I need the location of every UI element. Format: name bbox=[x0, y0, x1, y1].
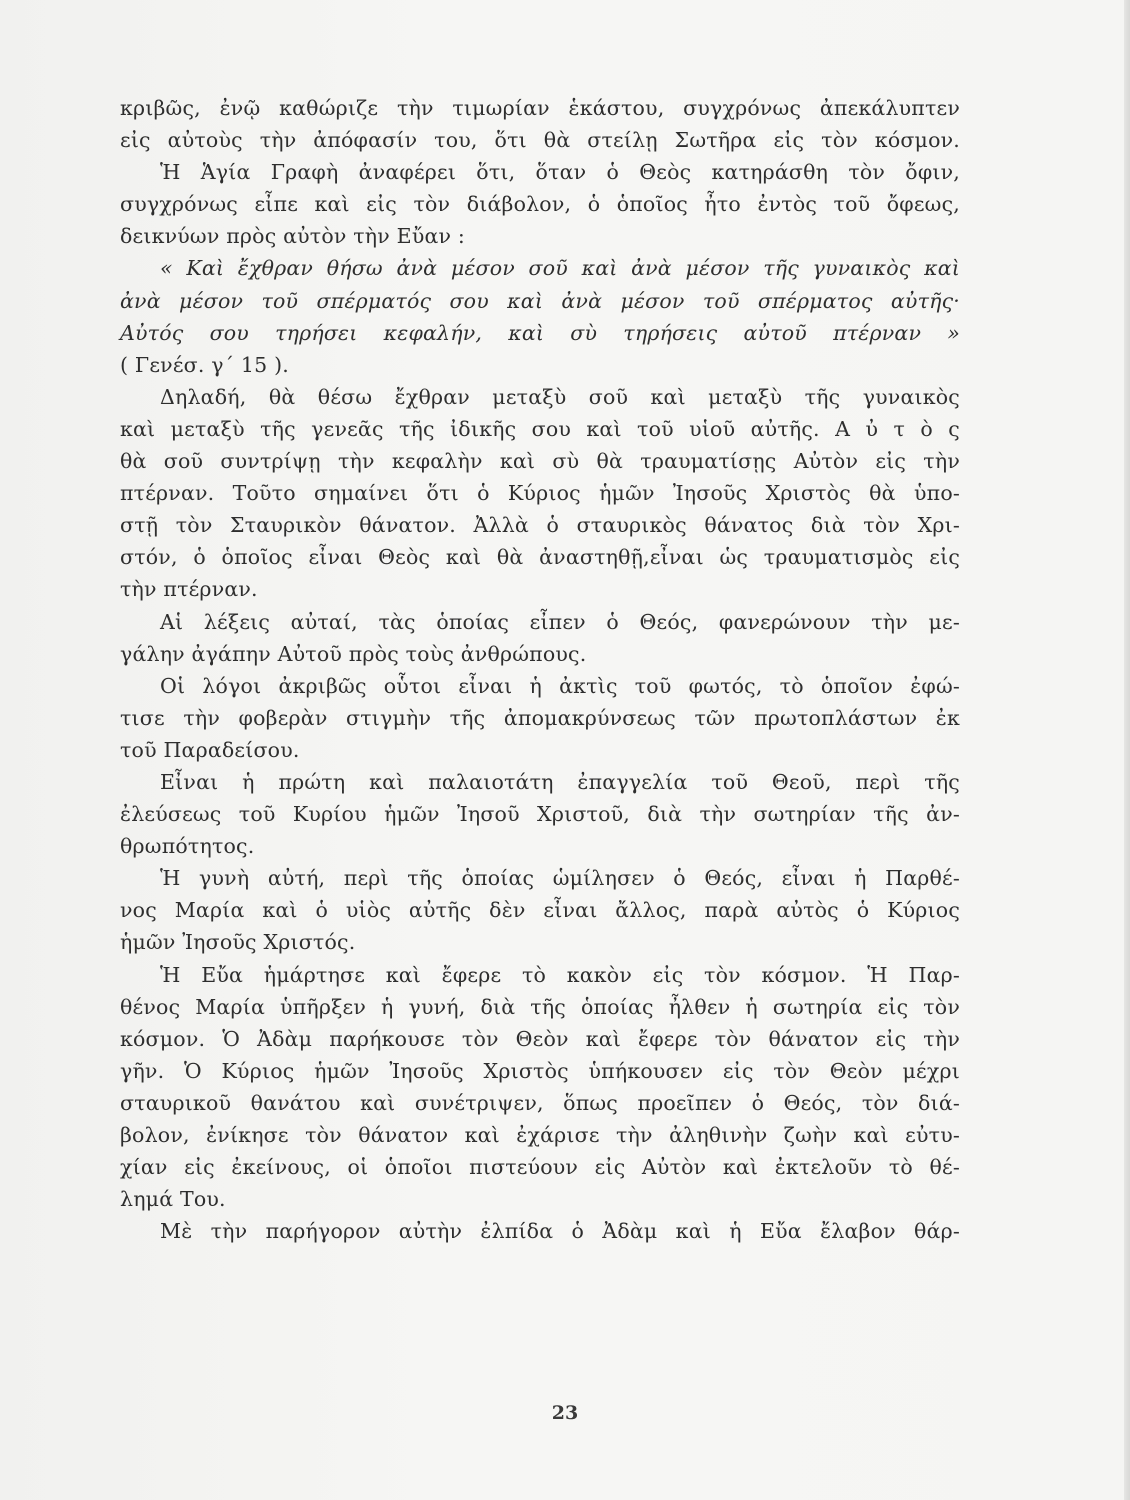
page-edge-shadow bbox=[1124, 0, 1130, 1500]
text-line: γάλην ἀγάπην Αὐτοῦ πρὸς τοὺς ἀνθρώπους. bbox=[120, 641, 587, 666]
text-line: λημά Του. bbox=[120, 1187, 226, 1212]
text-line: κόσμον. Ὁ Ἀδὰμ παρήκουσε τὸν Θεὸν καὶ ἔφερε τὸν θάνατον εἰς τὴν bbox=[120, 1026, 960, 1051]
text-line: Δηλαδή, θὰ θέσω ἔχθραν μεταξὺ σοῦ καὶ μεταξὺ τῆς γυναικὸς bbox=[160, 384, 960, 409]
text-line: νος Μαρία καὶ ὁ υἱὸς αὐτῆς δὲν εἶναι ἄλλος, παρὰ αὐτὸς ὁ Κύριος bbox=[120, 898, 960, 923]
text-line: Αἱ λέξεις αὐταί, τὰς ὁποίας εἶπεν ὁ Θεός, φανερώνουν τὴν με- bbox=[160, 609, 960, 634]
text-line: καὶ μεταξὺ τῆς γενεᾶς τῆς ἰδικῆς σου καὶ τοῦ υἱοῦ αὐτῆς. Α ὐ τ ὸ ς bbox=[120, 416, 960, 441]
text-line: ἀνὰ μέσον τοῦ σπέρματός σου καὶ ἀνὰ μέσον τοῦ σπέρματος αὐτῆς· bbox=[120, 288, 960, 313]
text-line: πτέρναν. Τοῦτο σημαίνει ὅτι ὁ Κύριος ἡμῶν Ἰησοῦς Χριστὸς θὰ ὑπο- bbox=[120, 481, 960, 506]
text-line: ( Γενέσ. γ΄ 15 ). bbox=[120, 352, 290, 377]
text-line: « Καὶ ἔχθραν θήσω ἀνὰ μέσον σοῦ καὶ ἀνὰ μέσον τῆς γυναικὸς καὶ bbox=[160, 256, 960, 281]
body-text bbox=[120, 92, 960, 1247]
text-line: χίαν εἰς ἐκείνους, οἱ ὁποῖοι πιστεύουν εἰς Αὐτὸν καὶ ἐκτελοῦν τὸ θέ- bbox=[120, 1155, 960, 1180]
text-line: στῇ τὸν Σταυρικὸν θάνατον. Ἀλλὰ ὁ σταυρικὸς θάνατος διὰ τὸν Χρι- bbox=[120, 513, 960, 538]
text-line: τοῦ Παραδείσου. bbox=[120, 737, 300, 762]
text-line: βολον, ἐνίκησε τὸν θάνατον καὶ ἐχάρισε τὴν ἀληθινὴν ζωὴν καὶ εὐτυ- bbox=[120, 1123, 960, 1147]
text-line: τὴν πτέρναν. bbox=[120, 577, 258, 602]
text-line: ἐλεύσεως τοῦ Κυρίου ἡμῶν Ἰησοῦ Χριστοῦ, διὰ τὴν σωτηρίαν τῆς ἀν- bbox=[120, 802, 960, 827]
text-line: εἰς αὐτοὺς τὴν ἀπόφασίν του, ὅτι θὰ στείλῃ Σωτῆρα εἰς τὸν κόσμον. bbox=[120, 128, 960, 153]
text-line: Οἱ λόγοι ἀκριβῶς οὗτοι εἶναι ἡ ἀκτὶς τοῦ φωτός, τὸ ὁποῖον ἐφώ- bbox=[160, 673, 960, 698]
text-line: γῆν. Ὁ Κύριος ἡμῶν Ἰησοῦς Χριστὸς ὑπήκουσεν εἰς τὸν Θεὸν μέχρι bbox=[120, 1058, 960, 1083]
text-line: συγχρόνως εἶπε καὶ εἰς τὸν διάβολον, ὁ ὁποῖος ἦτο ἐντὸς τοῦ ὄφεως, bbox=[120, 192, 960, 217]
text-line: σταυρικοῦ θανάτου καὶ συνέτριψεν, ὅπως προεῖπεν ὁ Θεός, τὸν διά- bbox=[120, 1090, 960, 1115]
page-number: 23 bbox=[551, 1402, 579, 1424]
text-line: κριβῶς, ἐνῷ καθώριζε τὴν τιμωρίαν ἑκάστου, συγχρόνως ἀπεκάλυπτεν bbox=[120, 96, 960, 120]
text-line: θὰ σοῦ συντρίψῃ τὴν κεφαλὴν καὶ σὺ θὰ τραυματίσῃς Αὐτὸν εἰς τὴν bbox=[120, 449, 960, 474]
text-line: Μὲ τὴν παρήγορον αὐτὴν ἐλπίδα ὁ Ἀδὰμ καὶ ἡ Εὔα ἔλαβον θάρ- bbox=[160, 1219, 960, 1244]
text-line: ἡμῶν Ἰησοῦς Χριστός. bbox=[120, 930, 356, 955]
text-line: Ἡ Ἁγία Γραφὴ ἀναφέρει ὅτι, ὅταν ὁ Θεὸς κατηράσθη τὸν ὄφιν, bbox=[160, 160, 960, 185]
text-line: Αὐτός σου τηρήσει κεφαλήν, καὶ σὺ τηρήσεις αὐτοῦ πτέρναν » bbox=[120, 320, 960, 345]
text-line: Ἡ γυνὴ αὐτή, περὶ τῆς ὁποίας ὡμίλησεν ὁ Θεός, εἶναι ἡ Παρθέ- bbox=[160, 866, 960, 891]
text-line: στόν, ὁ ὁποῖος εἶναι Θεὸς καὶ θὰ ἀναστηθῇ,εἶναι ὡς τραυματισμὸς εἰς bbox=[120, 545, 960, 570]
text-line: τισε τὴν φοβερὰν στιγμὴν τῆς ἀπομακρύνσεως τῶν πρωτοπλάστων ἐκ bbox=[120, 705, 960, 730]
text-line: δεικνύων πρὸς αὐτὸν τὴν Εὔαν : bbox=[120, 224, 466, 249]
text-line: θρωπότητος. bbox=[120, 834, 255, 859]
text-line: Ἡ Εὔα ἡμάρτησε καὶ ἔφερε τὸ κακὸν εἰς τὸν κόσμον. Ἡ Παρ- bbox=[160, 962, 960, 987]
text-line: θένος Μαρία ὑπῆρξεν ἡ γυνή, διὰ τῆς ὁποίας ἦλθεν ἡ σωτηρία εἰς τὸν bbox=[120, 994, 960, 1019]
text-line: Εἶναι ἡ πρώτη καὶ παλαιοτάτη ἐπαγγελία τοῦ Θεοῦ, περὶ τῆς bbox=[160, 769, 960, 794]
